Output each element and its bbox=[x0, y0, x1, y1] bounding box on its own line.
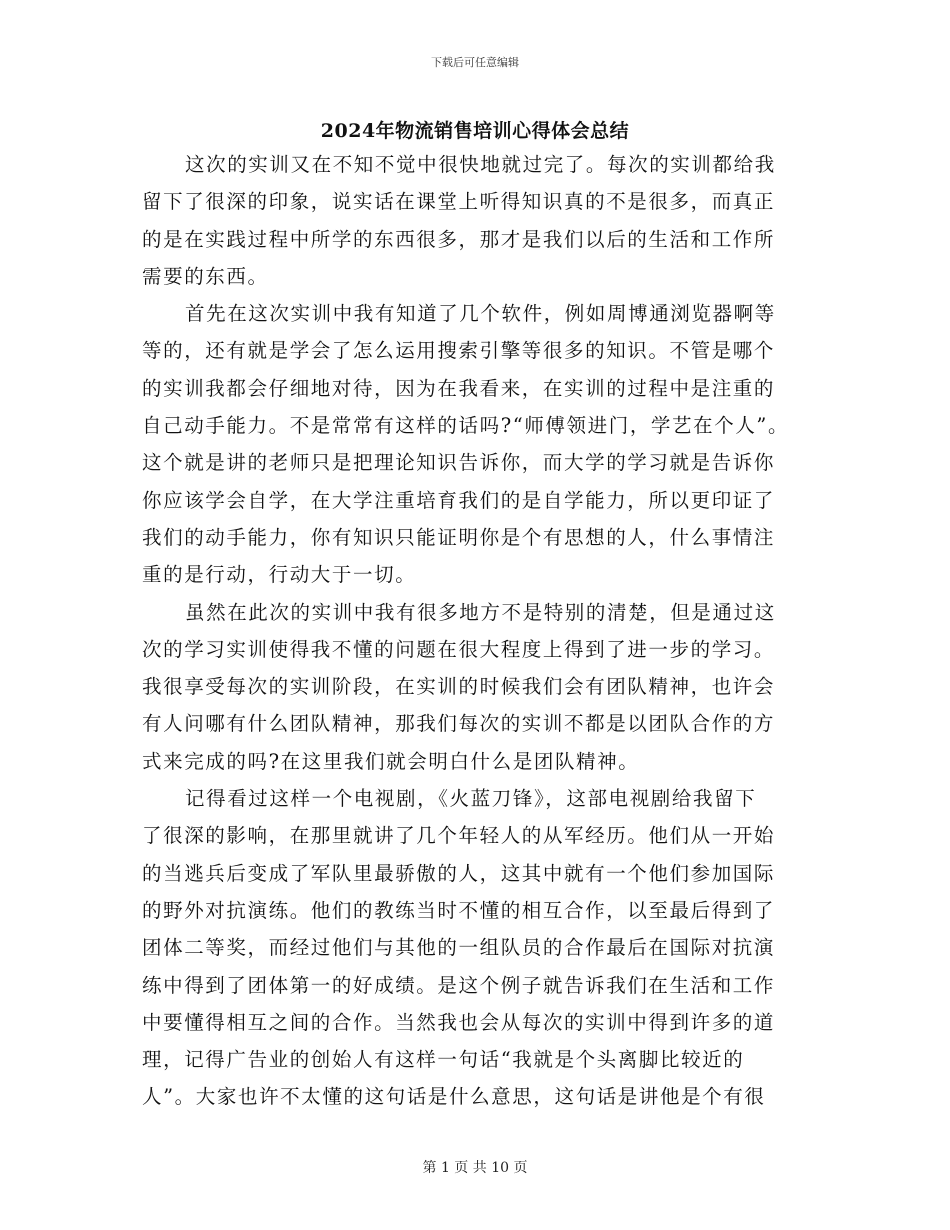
text-line: 这次的实训又在不知不觉中很快地就过完了。每次的实训都给我 bbox=[185, 153, 776, 176]
text-line: 等的，还有就是学会了怎么运用搜索引擎等很多的知识。不管是哪个 bbox=[142, 339, 776, 363]
text-line: 的野外对抗演练。他们的教练当时不懂的相互合作，以至最后得到了 bbox=[142, 898, 776, 922]
text-line: 这个就是讲的老师只是把理论知识告诉你，而大学的学习就是告诉你 bbox=[142, 451, 776, 475]
text-line: 有人问哪有什么团队精神，那我们每次的实训不都是以团队合作的方 bbox=[142, 712, 776, 736]
text-line: 的是在实践过程中所学的东西很多，那才是我们以后的生活和工作所 bbox=[142, 227, 776, 251]
text-line: 理，记得广告业的创始人有这样一句话“我就是个头离脚比较近的 bbox=[142, 1048, 745, 1072]
paragraph-1 bbox=[142, 146, 804, 295]
page-number: 第 1 页 共 10 页 bbox=[422, 1160, 528, 1176]
text-line: 的实训我都会仔细地对待，因为在我看来，在实训的过程中是注重的 bbox=[142, 376, 776, 400]
text-line: 你应该学会自学，在大学注重培育我们的是自学能力，所以更印证了 bbox=[142, 488, 776, 512]
paragraph-4 bbox=[142, 780, 804, 1116]
document-body bbox=[142, 146, 804, 1116]
text-line: 重的是行动，行动大于一切。 bbox=[142, 563, 417, 587]
text-line: 中要懂得相互之间的合作。当然我也会从每次的实训中得到许多的道 bbox=[142, 1010, 776, 1034]
text-line: 次的学习实训使得我不懂的问题在很大程度上得到了进一步的学习。 bbox=[142, 637, 776, 661]
text-line: 我们的动手能力，你有知识只能证明你是个有思想的人，什么事情注 bbox=[142, 525, 776, 549]
document-title: 2024年物流销售培训心得体会总结 bbox=[320, 120, 630, 142]
text-line: 式来完成的吗?在这里我们就会明白什么是团队精神。 bbox=[142, 749, 640, 773]
text-line: 我很享受每次的实训阶段，在实训的时候我们会有团队精神，也许会 bbox=[142, 675, 776, 699]
text-line: 虽然在此次的实训中我有很多地方不是特别的清楚，但是通过这 bbox=[185, 600, 776, 624]
paragraph-3 bbox=[142, 594, 804, 780]
text-line: 了很深的影响，在那里就讲了几个年轻人的从军经历。他们从一开始 bbox=[142, 824, 776, 848]
text-line: 留下了很深的印象，说实话在课堂上听得知识真的不是很多，而真正 bbox=[142, 190, 776, 214]
text-line: 记得看过这样一个电视剧，《火蓝刀锋》，这部电视剧给我留下 bbox=[185, 787, 757, 811]
text-line: 自己动手能力。不是常常有这样的话吗?“师傅领进门，学艺在个人”。 bbox=[142, 414, 790, 438]
text-line: 首先在这次实训中我有知道了几个软件，例如周博通浏览器啊等 bbox=[185, 302, 776, 326]
paragraph-2 bbox=[142, 295, 804, 593]
text-line: 练中得到了团体第一的好成绩。是这个例子就告诉我们在生活和工作 bbox=[142, 973, 776, 997]
text-line: 人”。大家也许不太懂的这句话是什么意思，这句话是讲他是个有很 bbox=[142, 1085, 766, 1109]
header-note: 下载后可任意编辑 bbox=[431, 56, 519, 69]
text-line: 团体二等奖，而经过他们与其他的一组队员的合作最后在国际对抗演 bbox=[142, 936, 776, 960]
text-line: 需要的东西。 bbox=[142, 264, 269, 288]
text-line: 的当逃兵后变成了军队里最骄傲的人，这其中就有一个他们参加国际 bbox=[142, 861, 776, 885]
